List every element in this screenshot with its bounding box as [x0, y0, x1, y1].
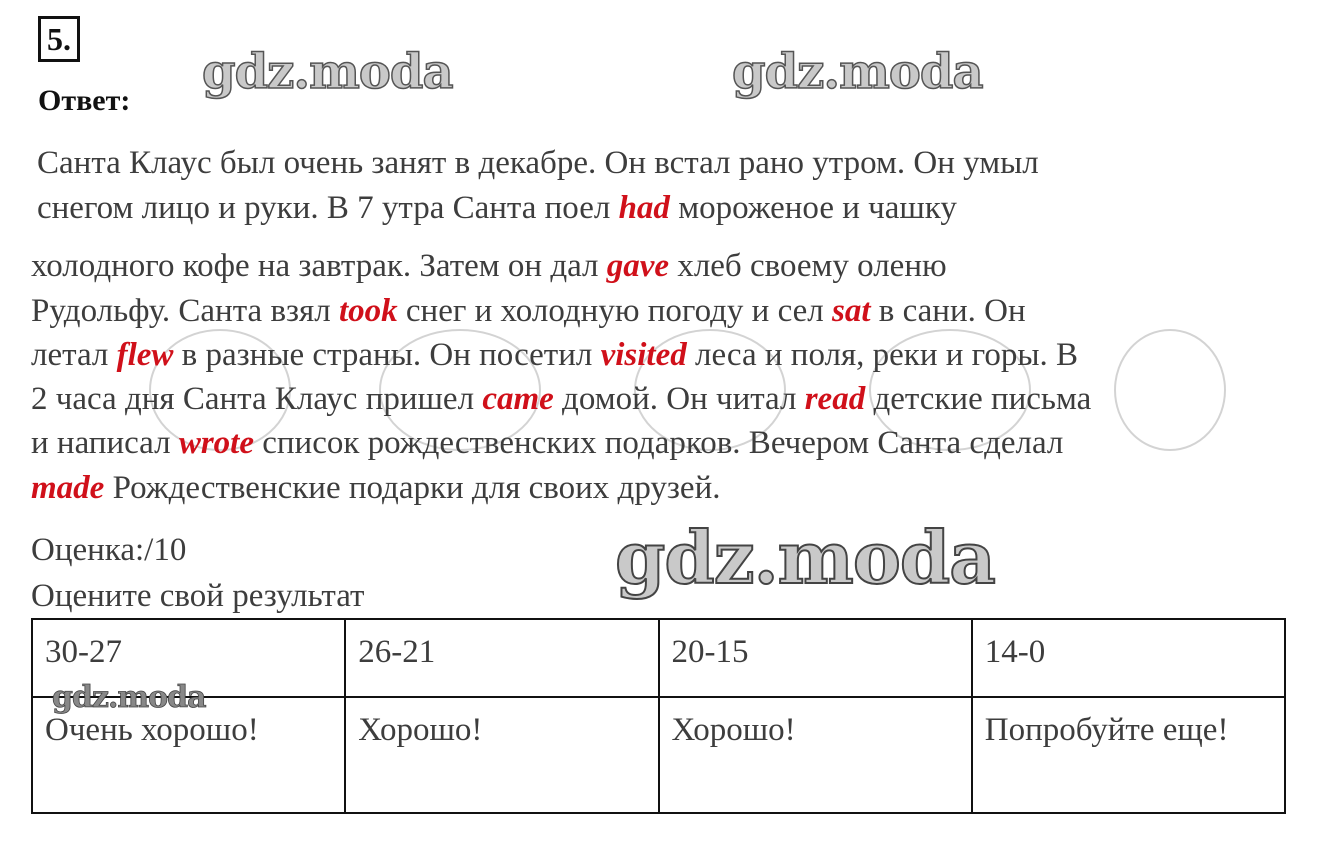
- watermark-logo: gdz.moda: [52, 680, 206, 715]
- answer-text-line: [31, 425, 1063, 462]
- watermark-logo: gdz.moda: [732, 44, 983, 100]
- answer-text-segment: в сани. Он: [870, 293, 1026, 329]
- past-tense-verb: had: [618, 190, 670, 226]
- answer-text-segment: летал: [31, 337, 117, 373]
- score-prompt: Оцените свой результат: [31, 578, 365, 614]
- grade-range-cell: 26-21: [345, 619, 658, 697]
- answer-text-segment: детские письма: [865, 381, 1092, 417]
- past-tense-verb: sat: [832, 293, 871, 329]
- answer-text-segment: 2 часа дня Санта Клаус пришел: [31, 381, 483, 417]
- answer-text-line: [31, 293, 1026, 330]
- answer-text-segment: снег и холодную погоду и сел: [397, 293, 833, 329]
- grade-verdict-cell: Хорошо!: [659, 697, 972, 813]
- score-label: Оценка:/10: [31, 532, 187, 568]
- answer-text-line: [31, 248, 947, 285]
- grade-range-cell: 30-27: [32, 619, 345, 697]
- answer-text-segment: мороженое и чашку: [669, 190, 957, 226]
- answer-text-segment: Рудольфу. Санта взял: [31, 293, 339, 329]
- answer-text-line: [31, 470, 720, 507]
- answer-text-line: [31, 337, 1078, 374]
- answer-text-segment: список рождественских подарков. Вечером Санта сделал: [253, 425, 1064, 461]
- answer-text-line: [37, 190, 957, 227]
- watermark-logo: gdz.moda: [615, 515, 995, 600]
- past-tense-verb: flew: [116, 337, 174, 373]
- answer-text-segment: леса и поля, реки и горы. В: [686, 337, 1079, 373]
- answer-text-segment: в разные страны. Он посетил: [173, 337, 601, 373]
- answer-text-segment: холодного кофе на завтрак. Затем он дал: [31, 248, 607, 284]
- past-tense-verb: read: [804, 381, 866, 417]
- grade-verdict-cell: Попробуйте еще!: [972, 697, 1285, 813]
- past-tense-verb: gave: [606, 248, 670, 284]
- answer-text-segment: хлеб своему оленю: [669, 248, 947, 284]
- past-tense-verb: made: [31, 470, 105, 506]
- grade-range-cell: 14-0: [972, 619, 1285, 697]
- answer-text-segment: домой. Он читал: [553, 381, 805, 417]
- answer-text-segment: снегом лицо и руки. В 7 утра Санта поел: [37, 190, 619, 226]
- past-tense-verb: took: [338, 293, 398, 329]
- grade-verdict-cell: Очень хорошо!: [32, 697, 345, 813]
- answer-text-line: [37, 145, 1039, 182]
- answer-text-segment: Санта Клаус был очень занят в декабре. Он встал рано утром. Он умыл: [37, 145, 1039, 181]
- grade-table-verdicts-row: [32, 697, 1285, 813]
- past-tense-verb: wrote: [178, 425, 254, 461]
- answer-text-segment: Рождественские подарки для своих друзей.: [104, 470, 721, 506]
- answer-text-line: [31, 381, 1091, 418]
- grade-range-cell: 20-15: [659, 619, 972, 697]
- answer-text-segment: и написал: [31, 425, 179, 461]
- answer-label: Ответ:: [38, 84, 131, 117]
- grade-table-ranges-row: [32, 619, 1285, 697]
- past-tense-verb: came: [482, 381, 554, 417]
- past-tense-verb: visited: [600, 337, 687, 373]
- grade-verdict-cell: Хорошо!: [345, 697, 658, 813]
- task-number: 5.: [38, 16, 80, 62]
- grade-table: [31, 618, 1286, 814]
- watermark-logo: gdz.moda: [202, 44, 453, 100]
